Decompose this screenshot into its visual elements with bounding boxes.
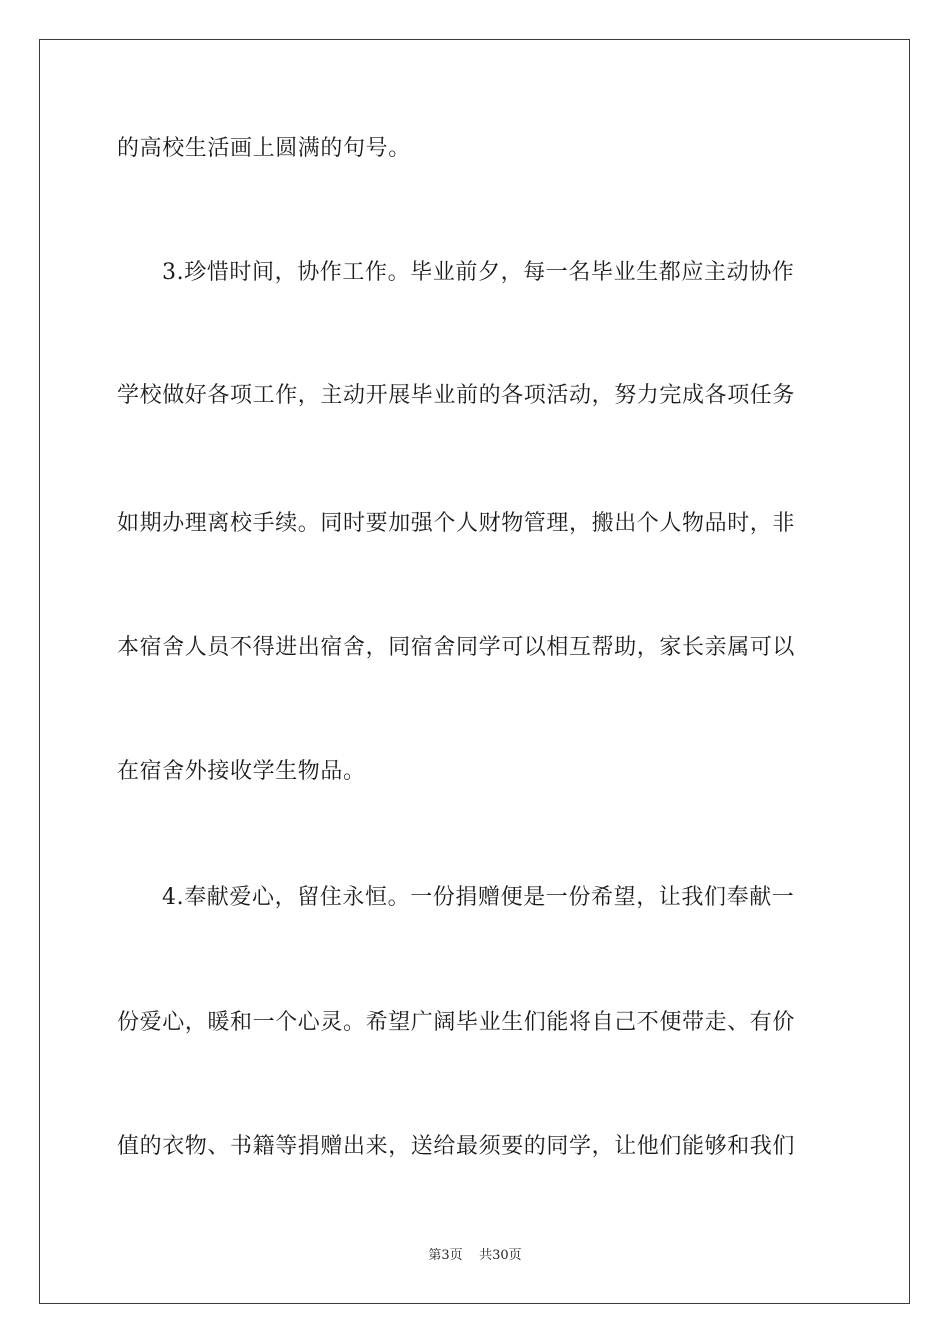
body-text-line: 如期办理离校手续。同时要加强个人财物管理，搬出个人物品时，非: [117, 511, 796, 536]
body-text-line: 学校做好各项工作，主动开展毕业前的各项活动，努力完成各项任务: [117, 383, 796, 408]
page-border: [39, 39, 910, 1304]
page-number-total: 共30页: [479, 1248, 522, 1263]
body-text-line: 值的衣物、书籍等捐赠出来，送给最须要的同学，让他们能够和我们: [117, 1134, 796, 1159]
body-text-line: 的高校生活画上圆满的句号。: [117, 136, 411, 161]
page-footer: [0, 1247, 950, 1265]
body-text-line: 3.珍惜时间，协作工作。毕业前夕，每一名毕业生都应主动协作: [162, 260, 795, 285]
body-text-line: 在宿舍外接收学生物品。: [117, 759, 366, 784]
body-text-line: 份爱心，暖和一个心灵。希望广阔毕业生们能将自己不便带走、有价: [117, 1010, 796, 1035]
body-text-line: 4.奉献爱心，留住永恒。一份捐赠便是一份希望，让我们奉献一: [162, 885, 795, 910]
page-number-current: 第3页: [428, 1248, 463, 1263]
body-text-line: 本宿舍人员不得进出宿舍，同宿舍同学可以相互帮助，家长亲属可以: [117, 635, 796, 660]
